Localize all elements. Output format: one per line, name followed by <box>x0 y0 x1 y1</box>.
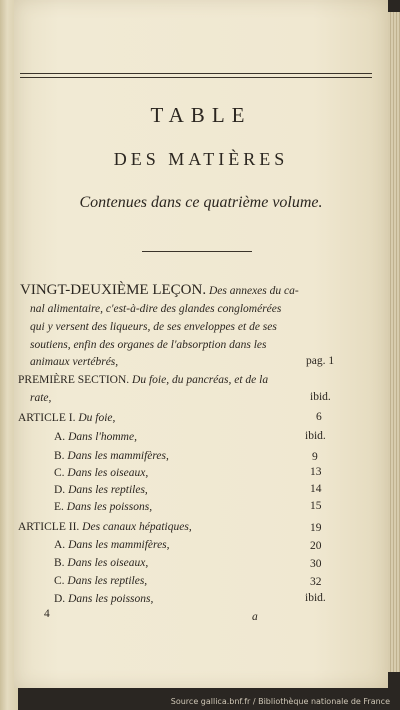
toc-entry <box>54 483 148 497</box>
entry-text: Dans les mammifères, <box>67 450 169 462</box>
entry-page: 15 <box>310 500 322 512</box>
page-title-line2: DES MATIÈRES <box>113 149 289 169</box>
entry-label: ARTICLE II. <box>18 521 80 533</box>
lesson-text-line1: Des annexes du ca- <box>208 285 299 297</box>
page-subtitle: Contenues dans ce quatrième volume. <box>79 194 323 211</box>
toc-entry <box>54 466 148 480</box>
source-credit: Source gallica.bnf.fr / Bibliothèque nationale de France <box>170 697 390 706</box>
entry-label: D. <box>54 484 66 496</box>
entry-text: Dans les oiseaux, <box>67 557 149 569</box>
entry-label: E. <box>54 501 64 513</box>
lesson-label: VINGT-DEUXIÈME LEÇON. <box>20 282 207 298</box>
toc-entry <box>54 574 147 588</box>
entry-page: 14 <box>310 483 322 495</box>
toc-entry <box>54 538 170 552</box>
lesson-heading <box>20 283 299 298</box>
header-rule-thin <box>20 77 372 78</box>
volume-mark: 4 <box>44 608 50 620</box>
entry-label: B. <box>54 450 65 462</box>
entry-text: Dans les mammifères, <box>68 539 170 551</box>
entry-label: ARTICLE I. <box>18 412 76 424</box>
title-divider <box>142 251 252 252</box>
entry-text: Dans les reptiles, <box>68 484 148 496</box>
entry-page: 13 <box>310 466 322 478</box>
header-rule <box>20 73 372 74</box>
section-heading <box>18 373 268 387</box>
entry-label: A. <box>54 431 66 443</box>
entry-text: Du foie, <box>78 412 116 424</box>
toc-entry <box>54 500 152 514</box>
entry-page: 30 <box>310 558 322 570</box>
entry-label: B. <box>54 557 65 569</box>
entry-label: C. <box>54 575 65 587</box>
lesson-text-line2: nal alimentaire, c'est-à-dire des glandes conglomérées <box>30 303 282 315</box>
entry-label: A. <box>54 539 66 551</box>
lesson-text-line4: soutiens, enfin des organes de l'absorption dans les <box>30 339 267 351</box>
section-label: PREMIÈRE SECTION. <box>18 374 130 386</box>
entry-page: 32 <box>310 576 322 588</box>
lesson-text-line5: animaux vertébrés, <box>30 356 119 368</box>
entry-page: 9 <box>312 451 318 463</box>
entry-page: ibid. <box>305 430 326 442</box>
toc-entry <box>54 592 153 606</box>
signature-mark: a <box>252 611 258 623</box>
entry-label: C. <box>54 467 65 479</box>
entry-page: 19 <box>310 522 322 534</box>
section-text-line1: Du foie, du pancréas, et de la <box>132 374 269 386</box>
entry-text: Dans les oiseaux, <box>67 467 149 479</box>
entry-text: Dans les poissons, <box>66 501 153 513</box>
entry-page: 20 <box>310 540 322 552</box>
entry-label: D. <box>54 593 66 605</box>
toc-entry <box>54 556 148 570</box>
entry-page: ibid. <box>305 592 326 604</box>
page-title: TABLE <box>150 103 252 127</box>
book-page <box>14 0 388 688</box>
page-edges <box>388 12 400 672</box>
entry-text: Dans les poissons, <box>68 593 154 605</box>
lesson-page: pag. 1 <box>306 355 335 367</box>
toc-entry <box>54 430 137 444</box>
toc-entry <box>18 520 192 534</box>
toc-entry <box>18 411 115 425</box>
lesson-text-line3: qui y versent des liqueurs, de ses enveloppes et de ses <box>30 321 277 333</box>
toc-entry <box>54 449 169 463</box>
section-text-line2: rate, <box>30 392 52 404</box>
entry-text: Dans l'homme, <box>68 431 137 443</box>
section-page: ibid. <box>310 391 331 403</box>
entry-text: Dans les reptiles, <box>67 575 148 587</box>
entry-text: Des canaux hépatiques, <box>82 521 192 533</box>
entry-page: 6 <box>316 411 322 423</box>
